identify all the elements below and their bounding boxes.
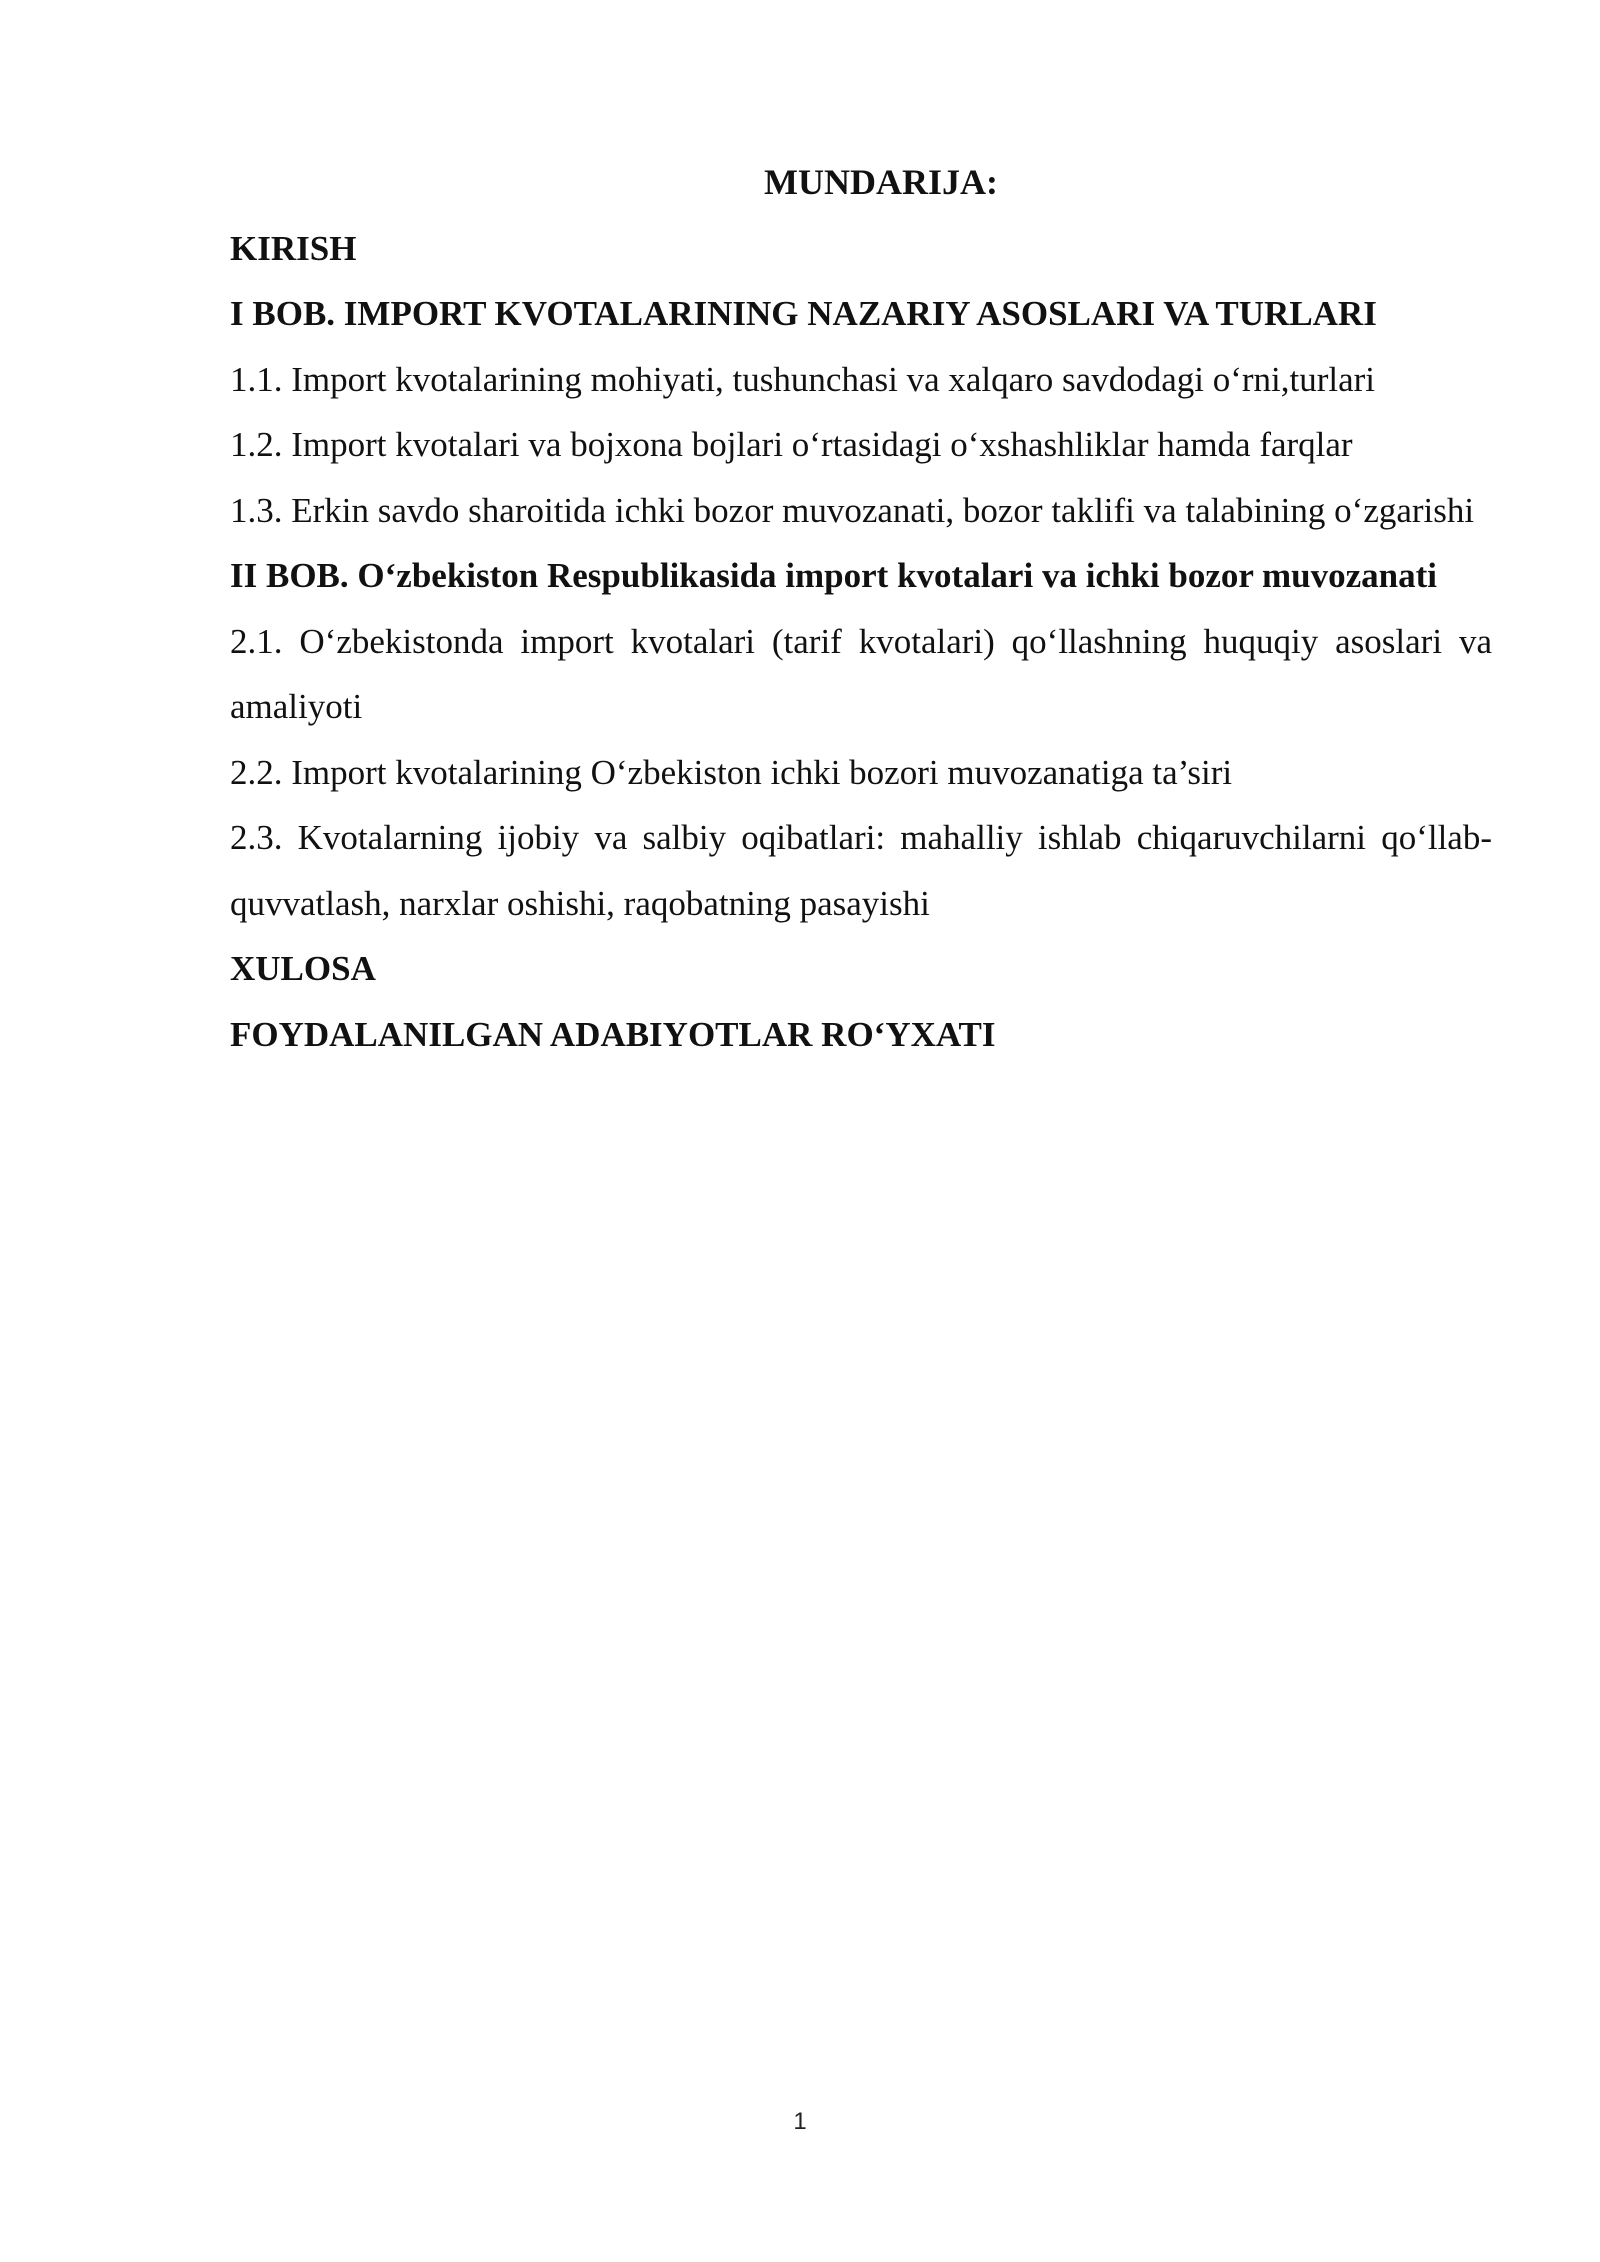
- page-number: 1: [793, 2108, 807, 2135]
- toc-entry-section-1-3: 1.3. Erkin savdo sharoitida ichki bozor muvozanati, bozor taklifi va talabining o‘zgarishi: [230, 490, 1475, 530]
- toc-entry-conclusion: XULOSA: [230, 949, 376, 988]
- toc-entry-section-1-1: 1.1. Import kvotalarining mohiyati, tushunchasi va xalqaro savdodagi o‘rni,turlari: [230, 359, 1376, 399]
- toc-entry-section-2-3: 2.3. Kvotalarning ijobiy va salbiy oqibatlari: mahalliy ishlab chiqaruvchilarni qo‘llab-quvvatlash, narxlar oshishi, raqobatning pasayishi: [230, 818, 1492, 923]
- toc-entry-chapter-1: I BOB. IMPORT KVOTALARINING NAZARIY ASOSLARI VA TURLARI: [230, 294, 1377, 333]
- toc-entry-section-1-2: 1.2. Import kvotalari va bojxona bojlari o‘rtasidagi o‘xshashliklar hamda farqlar: [230, 425, 1353, 464]
- toc-entry-references: FOYDALANILGAN ADABIYOTLAR RO‘YXATI: [230, 1014, 996, 1054]
- toc-entry-chapter-2: II BOB. O‘zbekiston Respublikasida import kvotalari va ichki bozor muvozanati: [230, 556, 1438, 595]
- toc-entry-section-2-2: 2.2. Import kvotalarining O‘zbekiston ichki bozori muvozanatiga ta’siri: [230, 752, 1233, 792]
- toc-entry-section-2-1: 2.1. O‘zbekistonda import kvotalari (tarif kvotalari) qo‘llashning huquqiy asoslari va amaliyoti: [230, 621, 1492, 726]
- toc-entry-introduction: KIRISH: [230, 228, 357, 268]
- table-of-contents: [230, 150, 1492, 1067]
- toc-title: MUNDARIJA:: [764, 162, 998, 202]
